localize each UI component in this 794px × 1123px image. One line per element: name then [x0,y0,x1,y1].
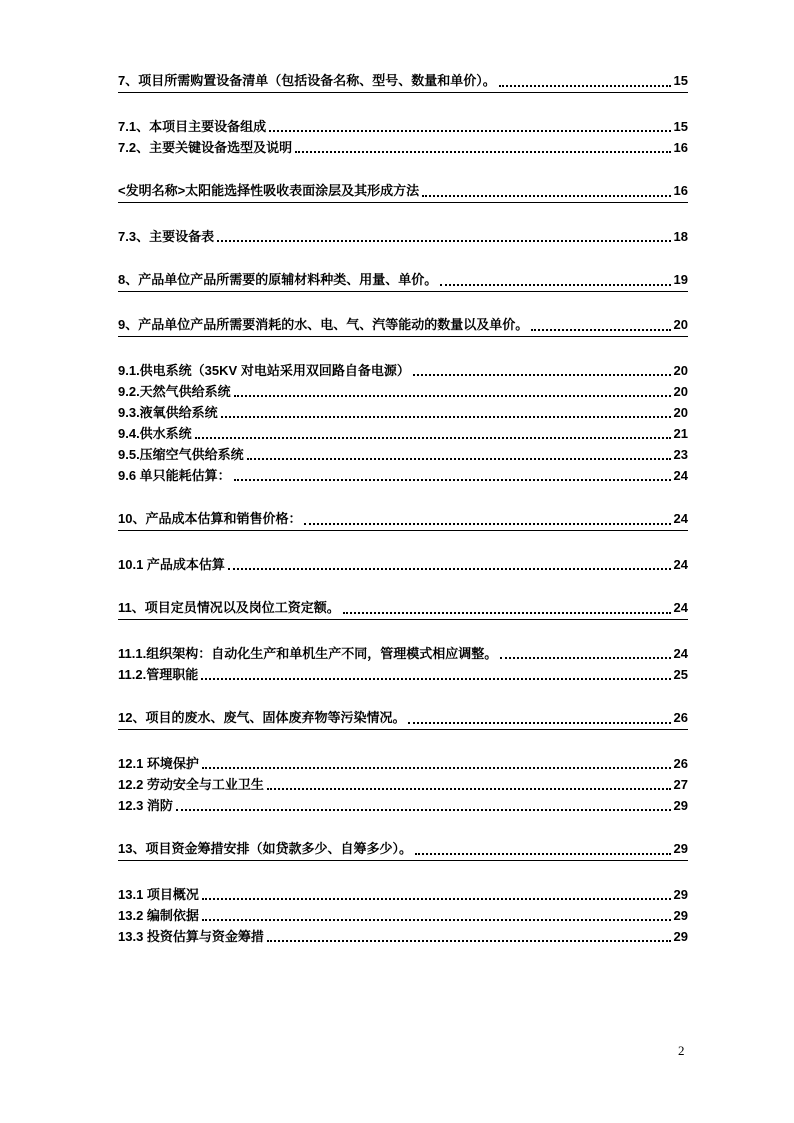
dot-leader [295,150,670,153]
toc-page-number: 25 [673,667,688,682]
toc-entry[interactable] [118,381,688,402]
table-of-contents [118,70,688,947]
toc-entry[interactable] [118,137,688,158]
toc-entry-label: 9、产品单位产品所需要消耗的水、电、气、汽等能动的数量以及单价。 [118,317,529,332]
toc-page-number: 26 [673,710,688,725]
toc-entry[interactable] [118,905,688,926]
toc-entry[interactable] [118,707,688,730]
toc-entry-label: 9.3.液氧供给系统 [118,405,218,420]
toc-page-number: 18 [673,229,688,244]
toc-page-number: 29 [673,908,688,923]
toc-entry-label: 9.6 单只能耗估算： [118,468,231,483]
toc-entry-label: 13.3 投资估算与资金筹措 [118,929,264,944]
toc-page-number: 16 [673,140,688,155]
toc-page-number: 29 [673,798,688,813]
dot-leader [440,283,670,286]
toc-entry-label: 12.1 环境保护 [118,756,199,771]
toc-entry[interactable] [118,116,688,137]
toc-entry-label: 11.1.组织架构：自动化生产和单机生产不同，管理模式相应调整。 [118,646,498,661]
dot-leader [247,457,671,460]
toc-entry[interactable] [118,444,688,465]
toc-entry[interactable] [118,774,688,795]
toc-page-number: 20 [673,317,688,332]
dot-leader [500,656,670,659]
toc-entry-label: 10、产品成本估算和销售价格： [118,511,302,526]
toc-page-number: 23 [673,447,688,462]
toc-page-number: 15 [673,73,688,88]
toc-entry[interactable] [118,753,688,774]
toc-entry[interactable] [118,838,688,861]
toc-entry-label: 7.2、主要关键设备选型及说明 [118,140,293,155]
toc-entry-label: 12.2 劳动安全与工业卫生 [118,777,264,792]
toc-entry[interactable] [118,269,688,292]
toc-page-number: 20 [673,384,688,399]
toc-entry-label: <发明名称>太阳能选择性吸收表面涂层及其形成方法 [118,183,420,198]
toc-entry[interactable] [118,70,688,93]
dot-leader [422,194,670,197]
toc-entry-label: 9.2.天然气供给系统 [118,384,231,399]
toc-page-number: 20 [673,363,688,378]
toc-entry[interactable] [118,360,688,381]
toc-entry-label: 13.1 项目概况 [118,887,199,902]
toc-page-number: 24 [673,511,688,526]
dot-leader [202,897,671,900]
toc-page-number: 24 [673,600,688,615]
toc-page-number: 29 [673,887,688,902]
dot-leader [195,436,671,439]
toc-entry[interactable] [118,643,688,664]
dot-leader [531,328,670,331]
toc-entry-label: 11.2.管理职能 [118,667,199,682]
toc-page-number: 26 [673,756,688,771]
toc-entry[interactable] [118,508,688,531]
toc-entry[interactable] [118,597,688,620]
dot-leader [267,939,671,942]
toc-entry[interactable] [118,423,688,444]
toc-entry[interactable] [118,795,688,816]
dot-leader [217,239,670,242]
dot-leader [221,415,671,418]
toc-entry[interactable] [118,926,688,947]
dot-leader [202,918,671,921]
toc-entry[interactable] [118,664,688,685]
toc-entry-label: 7、项目所需购置设备清单（包括设备名称、型号、数量和单价）。 [118,73,496,88]
toc-page-number: 20 [673,405,688,420]
dot-leader [201,677,670,680]
toc-entry[interactable] [118,465,688,486]
toc-entry-label: 11、项目定员情况以及岗位工资定额。 [118,600,340,615]
toc-entry[interactable] [118,554,688,575]
dot-leader [269,129,670,132]
toc-entry-label: 12.3 消防 [118,798,173,813]
toc-entry-label: 7.3、主要设备表 [118,229,215,244]
page-number: 2 [678,1043,685,1058]
toc-page-number: 16 [673,183,688,198]
dot-leader [413,373,671,376]
toc-entry[interactable] [118,884,688,905]
toc-page-number: 24 [673,557,688,572]
toc-entry[interactable] [118,314,688,337]
toc-page-number: 21 [673,426,688,441]
toc-entry-label: 9.4.供水系统 [118,426,192,441]
toc-entry-label: 13.2 编制依据 [118,908,199,923]
toc-entry[interactable] [118,226,688,247]
toc-entry-label: 7.1、本项目主要设备组成 [118,119,267,134]
dot-leader [234,478,671,481]
toc-page-number: 27 [673,777,688,792]
toc-entry-label: 10.1 产品成本估算 [118,557,225,572]
dot-leader [408,721,670,724]
toc-page-number: 29 [673,841,688,856]
dot-leader [343,611,671,614]
toc-page-number: 15 [673,119,688,134]
toc-entry-label: 8、产品单位产品所需要的原辅材料种类、用量、单价。 [118,272,438,287]
dot-leader [267,787,671,790]
dot-leader [202,766,671,769]
dot-leader [234,394,671,397]
dot-leader [499,84,671,87]
toc-entry-label: 13、项目资金筹措安排（如贷款多少、自筹多少）。 [118,841,412,856]
toc-page-number: 19 [673,272,688,287]
dot-leader [228,567,671,570]
dot-leader [176,808,671,811]
toc-entry-label: 9.5.压缩空气供给系统 [118,447,244,462]
toc-entry[interactable] [118,180,688,203]
toc-entry-label: 9.1.供电系统（35KV 对电站采用双回路自备电源） [118,363,410,378]
dot-leader [304,522,670,525]
dot-leader [415,852,671,855]
toc-page-number: 24 [673,646,688,661]
toc-entry[interactable] [118,402,688,423]
toc-entry-label: 12、项目的废水、废气、固体废弃物等污染情况。 [118,710,406,725]
toc-page-number: 29 [673,929,688,944]
toc-page-number: 24 [673,468,688,483]
